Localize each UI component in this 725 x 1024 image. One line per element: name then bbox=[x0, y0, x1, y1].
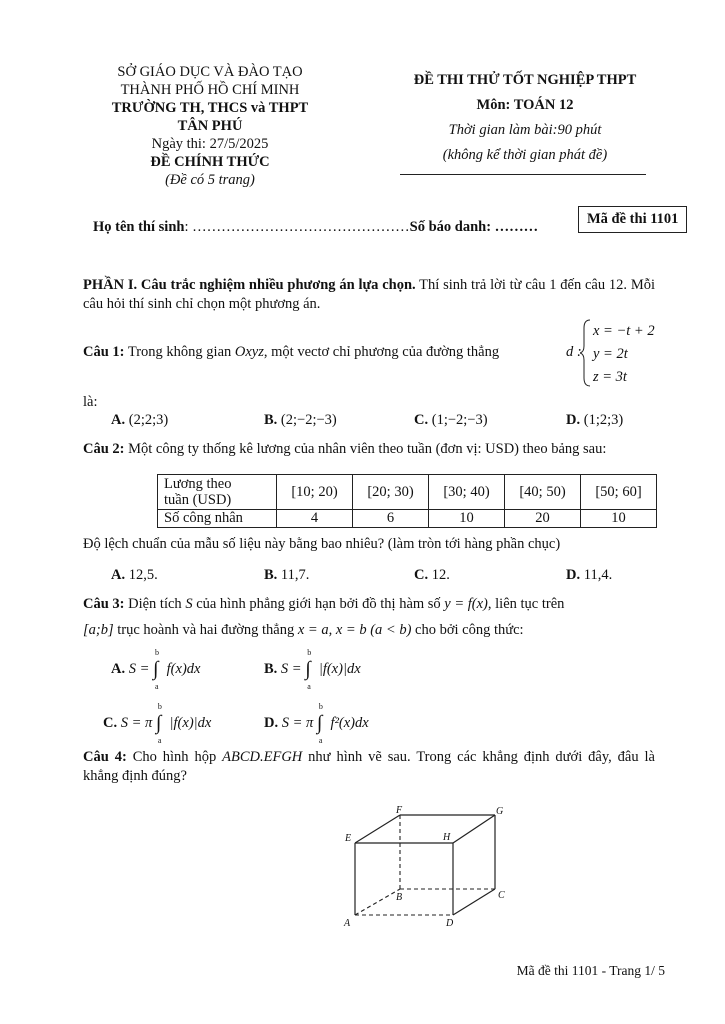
q1-text-a: Trong không gian bbox=[124, 344, 235, 360]
table-row bbox=[158, 510, 657, 528]
q4-box: ABCD.EFGH bbox=[222, 749, 303, 765]
option-value: 11,7. bbox=[280, 567, 310, 583]
edge-AB bbox=[355, 889, 403, 915]
q3-s: S bbox=[185, 596, 193, 612]
option-label: D. bbox=[264, 715, 279, 731]
q1-tail: là: bbox=[83, 394, 98, 410]
option-body: |f(x)|dx bbox=[318, 661, 361, 677]
q3-option-c[interactable] bbox=[103, 702, 212, 745]
table-cell: [10; 20) bbox=[277, 475, 353, 510]
part1-intro bbox=[83, 276, 655, 314]
edge-EF bbox=[355, 815, 400, 843]
q2-option-d[interactable] bbox=[566, 567, 612, 584]
q2-option-c[interactable] bbox=[414, 567, 450, 584]
q3-stem bbox=[83, 591, 655, 643]
q3-text-b: của hình phẳng giới hạn bởi đồ thị hàm số bbox=[192, 596, 445, 612]
option-value: (2;2;3) bbox=[128, 412, 169, 428]
option-label: A. bbox=[111, 412, 126, 428]
vertex-label-G: G bbox=[496, 806, 504, 817]
table-row bbox=[158, 475, 657, 510]
q2-option-a[interactable] bbox=[111, 567, 158, 584]
option-lhs: S = π bbox=[120, 715, 153, 731]
lower-bound: a bbox=[318, 736, 323, 745]
q1-label: Câu 1: bbox=[83, 344, 125, 360]
q4-stem bbox=[83, 748, 655, 786]
table-cell: 10 bbox=[581, 510, 657, 528]
option-value: (2;−2;−3) bbox=[280, 412, 337, 428]
name-dots: : ……………………………………… bbox=[184, 219, 410, 235]
exam-code-box: Mã đề thi 1101 bbox=[578, 206, 687, 233]
q3-text-d: trục hoành và hai đường thẳng bbox=[113, 622, 298, 638]
option-label: B. bbox=[264, 567, 278, 583]
q3-text-a: Diện tích bbox=[124, 596, 186, 612]
department: SỞ GIÁO DỤC VÀ ĐÀO TẠO bbox=[117, 64, 303, 80]
q1-eq1: x = −t + 2 bbox=[593, 323, 655, 339]
option-label: B. bbox=[264, 661, 278, 677]
q2-label: Câu 2: bbox=[83, 441, 125, 457]
option-lhs: S = π bbox=[281, 715, 314, 731]
sbd-label: Số báo danh: ……… bbox=[409, 219, 539, 235]
option-value: 12. bbox=[431, 567, 450, 583]
table-cell: 10 bbox=[429, 510, 505, 528]
edge-DC bbox=[453, 889, 495, 915]
q3-text-c: , liên tục trên bbox=[487, 596, 565, 612]
q3-func: y = f(x) bbox=[444, 596, 488, 612]
q2-question: Độ lệch chuẩn của mẫu số liệu này bằng bao nhiêu? (làm tròn tới hàng phần chục) bbox=[83, 536, 561, 552]
upper-bound: b bbox=[157, 702, 162, 711]
table-cell: [50; 60] bbox=[581, 475, 657, 510]
header-left bbox=[90, 63, 330, 189]
city: THÀNH PHỐ HỒ CHÍ MINH bbox=[120, 82, 300, 98]
q1-option-d[interactable] bbox=[566, 412, 623, 429]
q2-stem bbox=[83, 440, 655, 459]
q3-option-d[interactable] bbox=[264, 702, 369, 745]
q3-text-e: cho bởi công thức: bbox=[411, 622, 524, 638]
q1-eq3: z = 3t bbox=[593, 369, 627, 385]
q2-text: Một công ty thống kê lương của nhân viên theo tuần (đơn vị: USD) theo bảng sau: bbox=[124, 441, 607, 457]
table-cell: [20; 30) bbox=[353, 475, 429, 510]
page-footer: Mã đề thi 1101 - Trang 1/ 5 bbox=[516, 963, 665, 978]
q3-cond: (a < b) bbox=[370, 622, 412, 638]
subject: Môn: TOÁN 12 bbox=[476, 97, 574, 113]
header-line: tuần (USD) bbox=[164, 492, 232, 508]
q1-line-name: d : bbox=[566, 344, 582, 360]
header-right bbox=[380, 68, 670, 168]
q3-interval: [a;b] bbox=[83, 622, 114, 638]
cuboid-figure bbox=[335, 805, 515, 930]
integral-icon: ∫ b a bbox=[153, 648, 160, 691]
integral-icon: ∫ b a bbox=[305, 648, 312, 691]
q2-option-b[interactable] bbox=[264, 567, 309, 584]
vertex-label-C: C bbox=[498, 890, 505, 901]
exam-date: Ngày thi: 27/5/2025 bbox=[151, 136, 269, 152]
q3-option-a[interactable] bbox=[111, 648, 201, 691]
table-cell: 20 bbox=[505, 510, 581, 528]
table-header-cell bbox=[158, 475, 277, 510]
vertex-label-B: B bbox=[396, 892, 403, 903]
q1-space: Oxyz bbox=[234, 344, 264, 360]
exam-title: ĐỀ THI THỬ TỐT NGHIỆP THPT bbox=[413, 72, 637, 88]
option-value: 12,5. bbox=[128, 567, 158, 583]
school-name: TRƯỜNG TH, THCS và THPT bbox=[111, 100, 309, 116]
name-label: Họ tên thí sinh bbox=[93, 219, 185, 235]
option-value: (1;−2;−3) bbox=[431, 412, 488, 428]
option-body: |f(x)|dx bbox=[169, 715, 212, 731]
option-body: f²(x)dx bbox=[330, 715, 369, 731]
q1-text-b: , một vectơ chỉ phương của đường thẳng bbox=[263, 344, 500, 360]
table-cell: 6 bbox=[353, 510, 429, 528]
option-label: D. bbox=[566, 412, 581, 428]
header-line: Lương theo bbox=[164, 476, 232, 492]
q3-option-b[interactable] bbox=[264, 648, 361, 691]
duration-note: (không kể thời gian phát đề) bbox=[442, 147, 608, 163]
official-label: ĐỀ CHÍNH THỨC bbox=[150, 154, 270, 170]
vertex-label-A: A bbox=[344, 918, 351, 929]
q4-label: Câu 4: bbox=[83, 749, 127, 765]
option-label: A. bbox=[111, 661, 126, 677]
q2-table bbox=[157, 474, 657, 528]
lower-bound: a bbox=[155, 682, 159, 691]
q1-eq2: y = 2t bbox=[593, 346, 628, 362]
q4-text-a: Cho hình hộp bbox=[126, 749, 223, 765]
q4-text-b: như hình vẽ sau. Trong các khẳng định dưới đây, đâu là khẳng định đúng? bbox=[83, 749, 655, 784]
school-name-2: TÂN PHÚ bbox=[177, 118, 243, 134]
table-header-cell: Số công nhân bbox=[158, 510, 277, 528]
q1-system bbox=[593, 320, 655, 389]
lower-bound: a bbox=[307, 682, 311, 691]
q1-stem bbox=[83, 344, 499, 361]
table-cell: [40; 50) bbox=[505, 475, 581, 510]
option-lhs: S = bbox=[280, 661, 302, 677]
edge-HG bbox=[453, 815, 495, 843]
option-label: C. bbox=[414, 567, 429, 583]
vertex-label-H: H bbox=[443, 832, 451, 843]
exam-duration: Thời gian làm bài:90 phút bbox=[448, 122, 602, 138]
q1-option-b[interactable] bbox=[264, 412, 337, 429]
option-value: (1;2;3) bbox=[583, 412, 624, 428]
header-divider bbox=[400, 174, 646, 175]
option-body: f(x)dx bbox=[166, 661, 201, 677]
integral-icon: ∫ b a bbox=[316, 702, 323, 745]
q1-option-a[interactable] bbox=[111, 412, 168, 429]
option-label: B. bbox=[264, 412, 278, 428]
q3-label: Câu 3: bbox=[83, 596, 125, 612]
student-info bbox=[93, 219, 538, 236]
table-cell: 4 bbox=[277, 510, 353, 528]
upper-bound: b bbox=[318, 702, 323, 711]
vertex-label-F: F bbox=[396, 805, 403, 816]
q1-system-brace bbox=[580, 318, 592, 388]
page-count: (Đề có 5 trang) bbox=[165, 172, 255, 188]
q3-lines: x = a, x = b bbox=[297, 622, 367, 638]
option-label: C. bbox=[103, 715, 118, 731]
integral-icon: ∫ b a bbox=[155, 702, 162, 745]
vertex-label-D: D bbox=[446, 918, 454, 929]
q1-option-c[interactable] bbox=[414, 412, 488, 429]
option-value: 11,4. bbox=[583, 567, 613, 583]
upper-bound: b bbox=[307, 648, 312, 657]
part1-title: PHẦN I. Câu trắc nghiệm nhiều phương án lựa chọn. bbox=[83, 277, 416, 293]
table-cell: [30; 40) bbox=[429, 475, 505, 510]
lower-bound: a bbox=[157, 736, 162, 745]
option-label: A. bbox=[111, 567, 126, 583]
option-lhs: S = bbox=[128, 661, 150, 677]
upper-bound: b bbox=[155, 648, 160, 657]
vertex-label-E: E bbox=[345, 833, 352, 844]
option-label: C. bbox=[414, 412, 429, 428]
option-label: D. bbox=[566, 567, 581, 583]
part1-text: Thí sinh trả lời từ câu 1 đến câu 12. Mỗi câu hỏi thí sinh chỉ chọn một phương án. bbox=[83, 277, 655, 312]
